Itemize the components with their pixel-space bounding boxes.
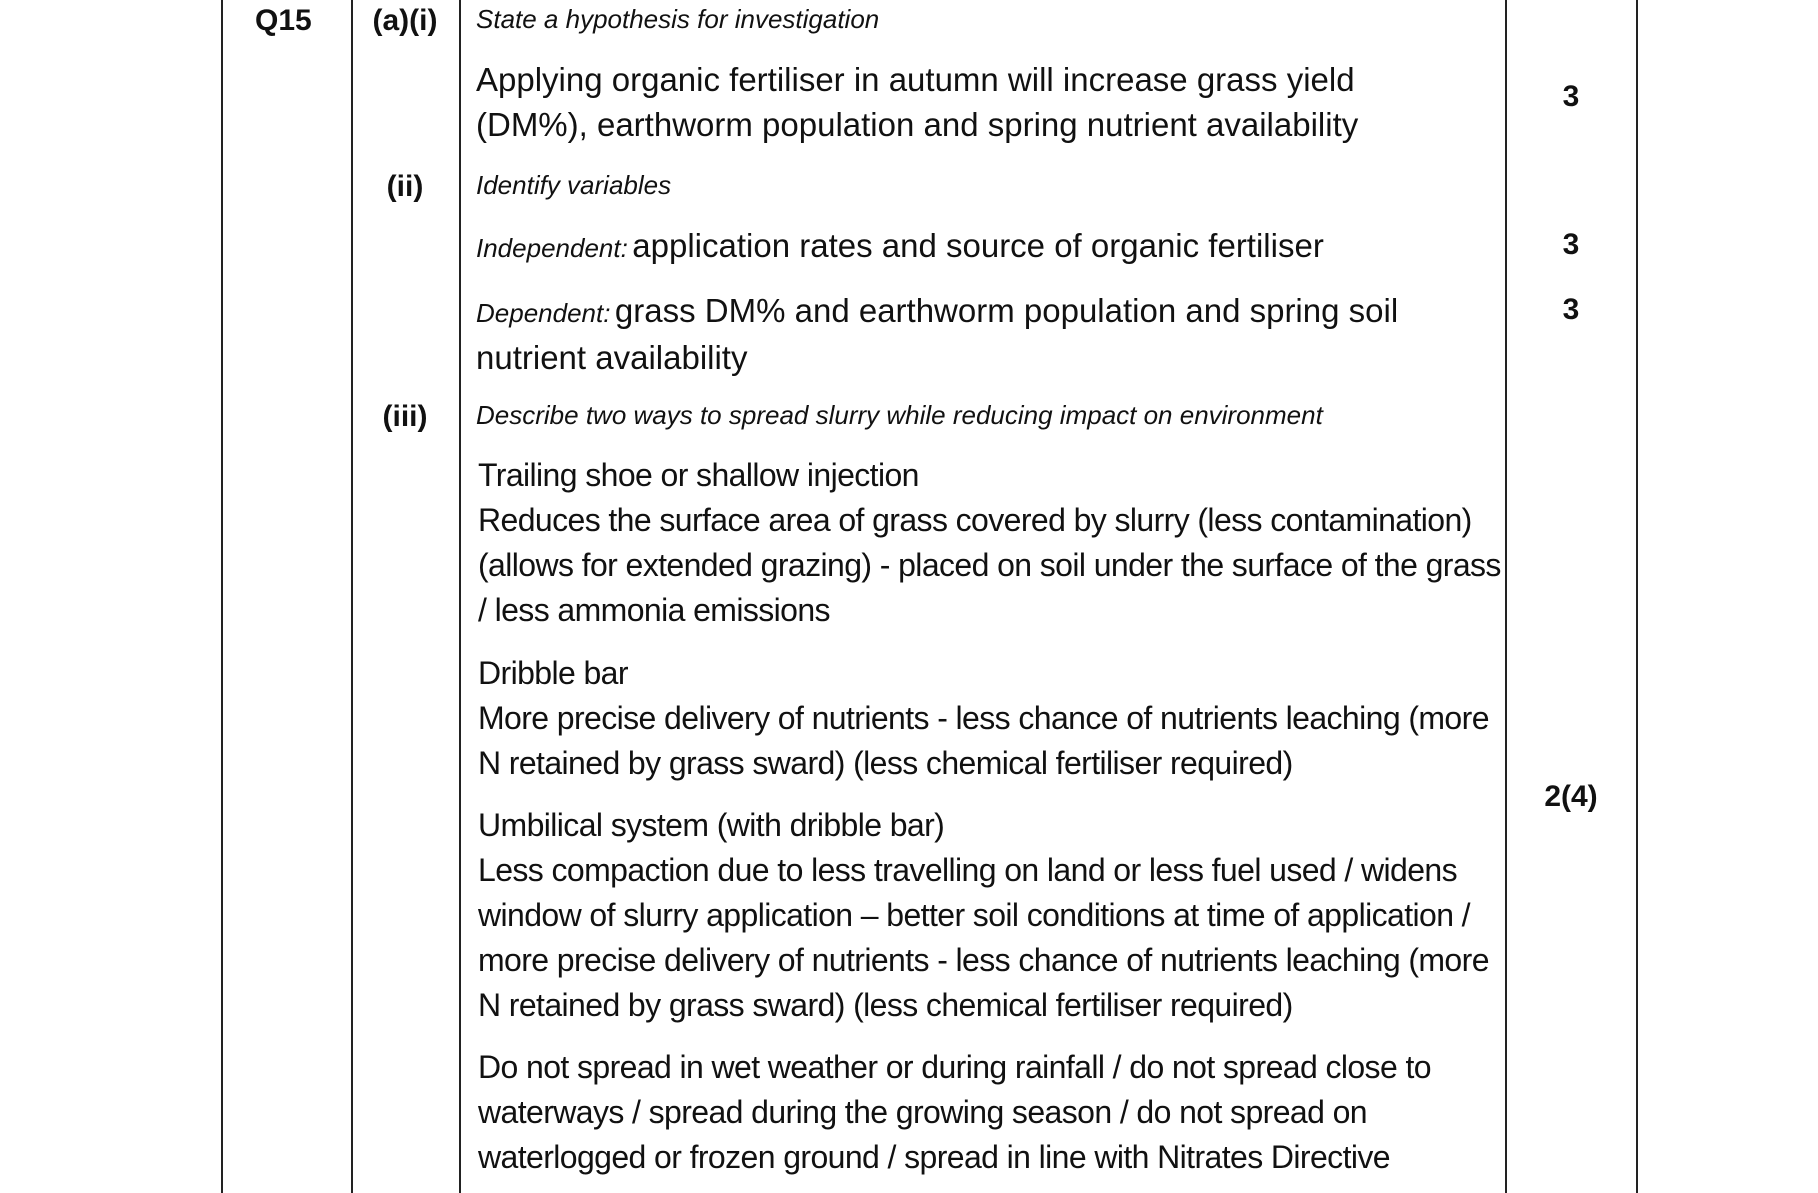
dependent-label: Dependent <box>476 298 604 328</box>
table-border-left <box>221 0 223 1193</box>
answer-line: more precise delivery of nutrients - less chance of nutrients leaching (more <box>478 942 1489 978</box>
answer-line: window of slurry application – better soil conditions at time of application / <box>478 897 1470 933</box>
prompt-slurry: Describe two ways to spread slurry while reducing impact on environment <box>476 400 1323 430</box>
independent-text: application rates and source of organic fertiliser <box>632 227 1324 264</box>
answer-line: N retained by grass sward) (less chemical fertiliser required) <box>478 987 1293 1023</box>
question-number: Q15 <box>255 4 312 37</box>
mark-independent: 3 <box>1562 228 1580 261</box>
table-divider-marks <box>1505 0 1507 1193</box>
answer-block-trailing-shoe <box>478 453 1501 633</box>
independent-label: Independent <box>476 233 621 263</box>
answer-line: / less ammonia emissions <box>478 592 830 628</box>
dependent-variable: Dependent: grass DM% and earthworm population and spring soil <box>476 292 1399 329</box>
answer-hypothesis-line-2: (DM%), earthworm population and spring nutrient availability <box>476 106 1359 143</box>
table-border-right <box>1636 0 1638 1193</box>
mark-hypothesis: 3 <box>1562 80 1580 113</box>
answer-line: (allows for extended grazing) - placed on soil under the surface of the grass <box>478 547 1501 583</box>
answer-line: waterlogged or frozen ground / spread in line with Nitrates Directive <box>478 1139 1390 1175</box>
answer-hypothesis-line-1: Applying organic fertiliser in autumn will increase grass yield <box>476 61 1355 98</box>
part-label-iii: (iii) <box>382 400 428 433</box>
prompt-variables: Identify variables <box>476 170 672 200</box>
answer-line: N retained by grass sward) (less chemical fertiliser required) <box>478 745 1293 781</box>
answer-block-umbilical <box>478 803 1498 1028</box>
part-label-a-i: (a)(i) <box>372 4 438 37</box>
answer-line: Umbilical system (with dribble bar) <box>478 807 945 843</box>
dependent-text-line-1: grass DM% and earthworm population and spring soil <box>614 292 1399 329</box>
answer-line: Dribble bar <box>478 655 628 691</box>
answer-line: Reduces the surface area of grass covered by slurry (less contamination) <box>478 502 1472 538</box>
dependent-text-line-2: nutrient availability <box>476 339 748 376</box>
mark-dependent: 3 <box>1562 293 1580 326</box>
prompt-hypothesis: State a hypothesis for investigation <box>476 4 880 34</box>
table-divider-part <box>459 0 461 1193</box>
answer-block-weather <box>478 1045 1498 1180</box>
independent-variable: Independent: application rates and source of organic fertiliser <box>476 227 1324 264</box>
answer-line: Less compaction due to less travelling on land or less fuel used / widens <box>478 852 1457 888</box>
answer-line: Trailing shoe or shallow injection <box>478 457 919 493</box>
mark-slurry: 2(4) <box>1544 780 1598 813</box>
answer-line: waterways / spread during the growing season / do not spread on <box>478 1094 1367 1130</box>
answer-line: More precise delivery of nutrients - less chance of nutrients leaching (more <box>478 700 1489 736</box>
answer-line: Do not spread in wet weather or during rainfall / do not spread close to <box>478 1049 1431 1085</box>
part-label-ii: (ii) <box>386 170 424 203</box>
answer-block-dribble-bar <box>478 651 1498 786</box>
